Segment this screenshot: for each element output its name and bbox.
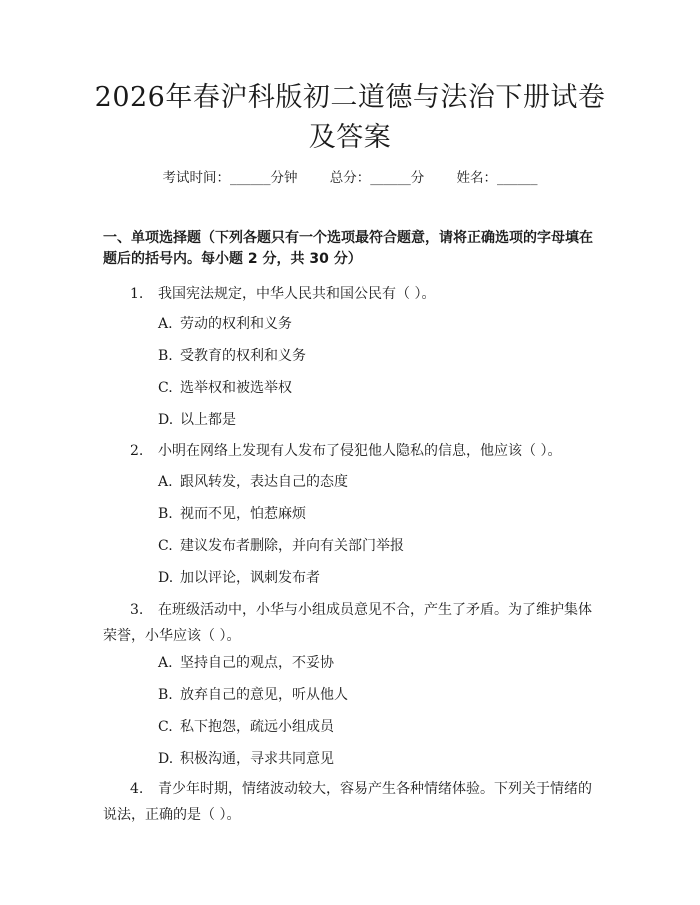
section-heading: 一、单项选择题（下列各题只有一个选项最符合题意，请将正确选项的字母填在题后的括号内。每小题 2 分，共 30 分） [103,230,593,267]
option-3c [158,716,588,738]
question-text: 在班级活动中，小华与小组成员意见不合，产生了矛盾。为了维护集体荣誉，小华应该（ ）。 [103,602,592,644]
option-letter: A. [158,316,173,332]
option-text: 受教育的权利和义务 [180,348,306,364]
option-text: 劳动的权利和义务 [180,316,292,332]
option-1a [158,313,588,335]
option-text: 私下抱怨，疏远小组成员 [180,719,334,735]
option-2c [158,535,588,557]
option-text: 视而不见，怕惹麻烦 [180,506,306,522]
option-1c [158,377,588,399]
question-number: 4. [130,781,144,797]
question-number: 2. [130,443,144,459]
exam-time: 考试时间：______分钟 [162,170,298,186]
option-letter: B. [158,506,173,522]
option-2a [158,471,588,493]
option-letter: D. [158,751,174,767]
option-text: 建议发布者删除，并向有关部门举报 [180,538,404,554]
option-text: 以上都是 [180,412,236,428]
option-2d [158,567,588,589]
option-letter: D. [158,570,174,586]
exam-info [0,168,700,188]
option-2b [158,503,588,525]
exam-score: 总分：______分 [329,170,425,186]
option-letter: A. [158,655,173,671]
option-letter: C. [158,538,173,554]
question-3 [103,597,600,649]
option-1d [158,409,588,431]
option-1b [158,345,588,367]
option-3a [158,652,588,674]
option-text: 加以评论，讽刺发布者 [180,570,320,586]
option-letter: D. [158,412,174,428]
question-4 [103,776,600,828]
option-text: 坚持自己的观点，不妥协 [180,655,334,671]
option-letter: C. [158,380,173,396]
exam-title: 2026年春沪科版初二道德与法治下册试卷及答案 [94,82,606,153]
option-text: 选举权和被选举权 [180,380,292,396]
question-text: 我国宪法规定，中华人民共和国公民有（ ）。 [158,286,436,302]
option-3b [158,684,588,706]
option-text: 积极沟通，寻求共同意见 [180,751,334,767]
option-letter: B. [158,348,173,364]
option-letter: B. [158,687,173,703]
option-text: 跟风转发，表达自己的态度 [180,474,348,490]
question-2 [130,438,600,464]
option-text: 放弃自己的意见，听从他人 [180,687,348,703]
question-number: 3. [130,602,144,618]
question-1 [130,281,600,307]
exam-name: 姓名：______ [456,170,538,186]
question-number: 1. [130,286,144,302]
option-3d [158,748,588,770]
question-text: 青少年时期，情绪波动较大，容易产生各种情绪体验。下列关于情绪的说法，正确的是（ ）。 [103,781,592,823]
option-letter: A. [158,474,173,490]
question-text: 小明在网络上发现有人发布了侵犯他人隐私的信息，他应该（ ）。 [158,443,562,459]
option-letter: C. [158,719,173,735]
